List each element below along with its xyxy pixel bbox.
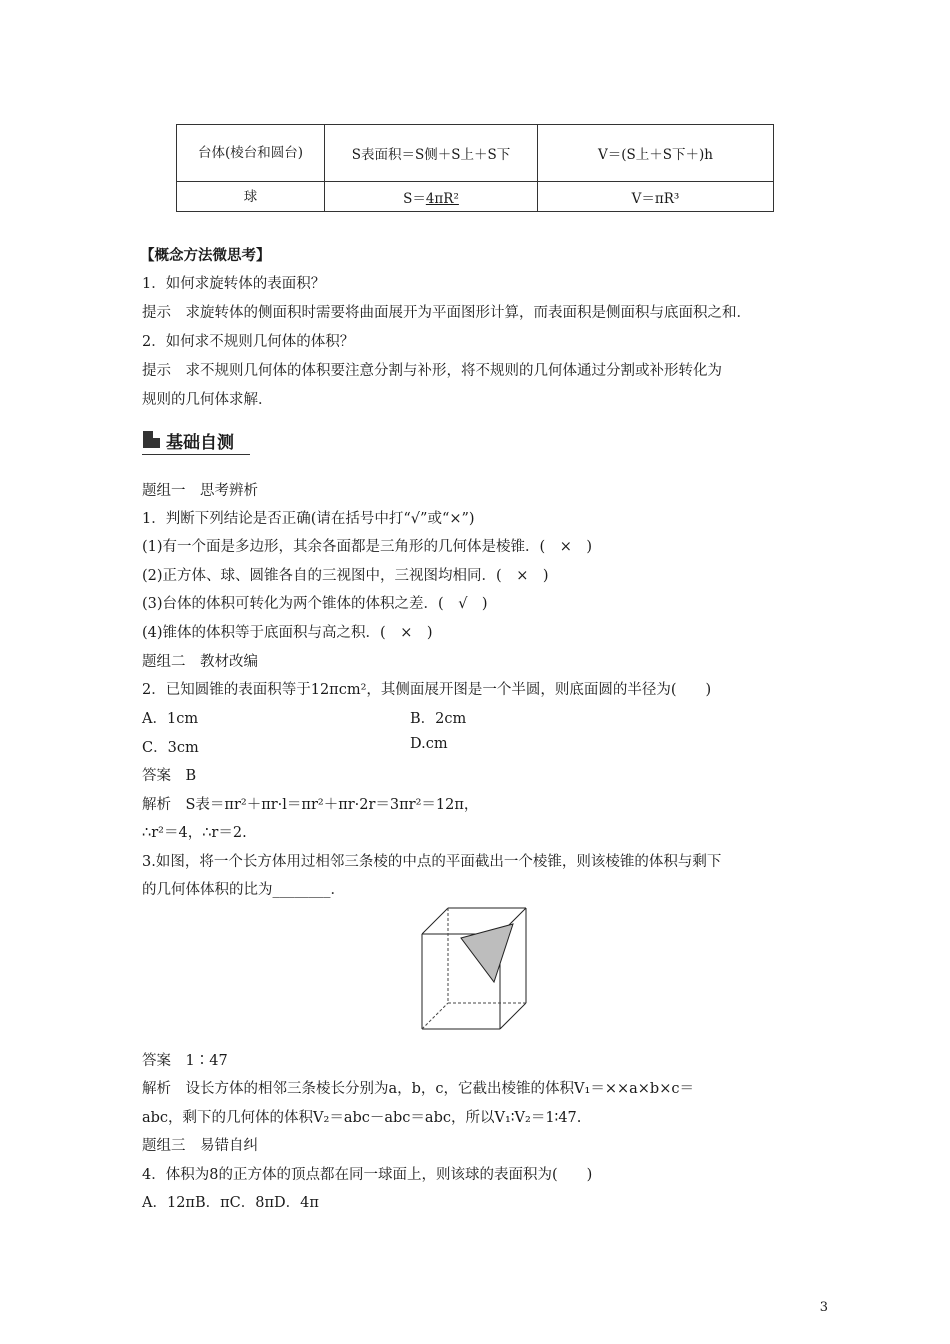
analysis-3-line2: abc，剩下的几何体的体积V₂＝abc－abc＝abc，所以V₁∶V₂＝1∶47. <box>142 1110 582 1126</box>
analysis-3-line1: 解析 设长方体的相邻三条棱长分别为a，b，c，它截出棱锥的体积V₁＝××a×b×c＝ <box>142 1081 694 1097</box>
option-b: B．2cm <box>410 711 467 727</box>
frustum-name-cell: 台体(棱台和圆台) <box>177 125 325 182</box>
concept-answer-2-line2: 规则的几何体求解． <box>142 392 273 408</box>
concept-header: 【概念方法微思考】 <box>140 248 271 264</box>
group1-item-3: (3)台体的体积可转化为两个锥体的体积之差．( √ ) <box>142 596 488 612</box>
concept-answer-1: 提示 求旋转体的侧面积时需要将曲面展开为平面图形计算，而表面积是侧面积与底面积之和． <box>142 305 751 321</box>
concept-question-2: 2．如何求不规则几何体的体积？ <box>142 334 355 350</box>
formula-table <box>176 124 774 212</box>
option-c: C．3cm <box>142 740 199 756</box>
section-marker-icon <box>143 431 160 448</box>
group1-title: 题组一 思考辨析 <box>142 483 258 499</box>
concept-question-1: 1．如何求旋转体的表面积？ <box>142 276 326 292</box>
frustum-volume-cell: V＝(S上＋S下＋)h <box>538 125 774 182</box>
question-4-options: A．12πB．πC．8πD．4π <box>142 1195 319 1211</box>
option-a: A．1cm <box>142 711 199 727</box>
group2-question-2: 2．已知圆锥的表面积等于12πcm²，其侧面展开图是一个半圆，则底面圆的半径为( ) <box>142 682 712 698</box>
sphere-area-answer: 4πR² <box>425 190 459 207</box>
group2-title: 题组二 教材改编 <box>142 654 258 670</box>
sphere-area-cell: S＝4πR² <box>325 182 538 212</box>
question-3-line1: 3.如图，将一个长方体用过相邻三条棱的中点的平面截出一个棱锥，则该棱锥的体积与剩下 <box>142 854 722 870</box>
cuboid-figure <box>418 906 528 1032</box>
question-4: 4．体积为8的正方体的顶点都在同一球面上，则该球的表面积为( ) <box>142 1167 593 1183</box>
answer-3: 答案 1∶47 <box>142 1053 228 1069</box>
group3-title: 题组三 易错自纠 <box>142 1138 258 1154</box>
option-d: D.cm <box>410 736 448 752</box>
group1-item-2: (2)正方体、球、圆锥各自的三视图中，三视图均相同．( × ) <box>142 568 549 584</box>
page-number: 3 <box>819 1300 828 1315</box>
analysis-2-line2: ∴r²＝4，∴r＝2. <box>142 825 247 841</box>
analysis-2-line1: 解析 S表＝πr²＋πr·l＝πr²＋πr·2r＝3πr²＝12π， <box>142 797 479 813</box>
group1-item-4: (4)锥体的体积等于底面积与高之积．( × ) <box>142 625 433 641</box>
frustum-area-cell: S表面积＝S侧＋S上＋S下 <box>325 125 538 182</box>
section-heading <box>142 428 250 455</box>
sphere-name-cell: 球 <box>177 182 325 212</box>
concept-answer-2-line1: 提示 求不规则几何体的体积要注意分割与补形，将不规则的几何体通过分割或补形转化为 <box>142 363 722 379</box>
question-3-line2: 的几何体体积的比为________． <box>142 882 345 898</box>
pyramid-cut <box>461 924 513 982</box>
group1-question: 1．判断下列结论是否正确(请在括号中打“√”或“×”) <box>142 511 475 527</box>
answer-2: 答案 B <box>142 768 197 784</box>
group1-item-1: (1)有一个面是多边形，其余各面都是三角形的几何体是棱锥．( × ) <box>142 539 593 555</box>
sphere-volume-cell: V＝πR³ <box>538 182 774 212</box>
section-title: 基础自测 <box>166 433 234 453</box>
